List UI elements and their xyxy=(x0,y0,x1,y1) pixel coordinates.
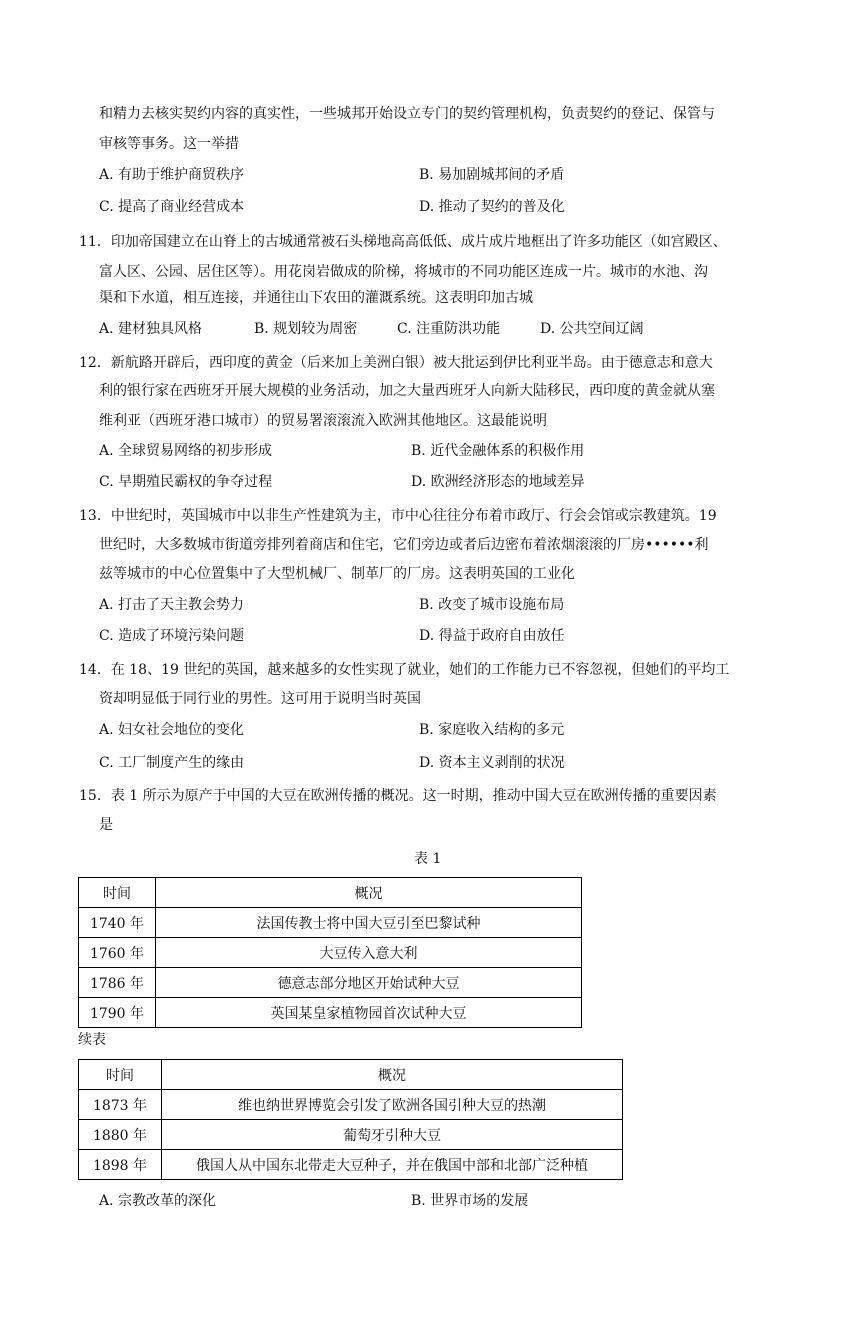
table-cell-time: 1898 年 xyxy=(79,1150,162,1180)
table-cell-summary: 葡萄牙引种大豆 xyxy=(162,1120,623,1150)
table-header-summary: 概况 xyxy=(156,878,582,908)
q11-line-2: 富人区、公园、居住区等）。用花岗岩做成的阶梯，将城市的不同功能区连成一片。城市的水池、沟 xyxy=(99,264,708,280)
q13-option-a[interactable]: A. 打击了天主教会势力 xyxy=(99,597,245,613)
table-cell-time: 1790 年 xyxy=(79,998,156,1028)
table-cell-time: 1760 年 xyxy=(79,938,156,968)
table-row xyxy=(79,1150,623,1180)
table-cell-summary: 英国某皇家植物园首次试种大豆 xyxy=(156,998,582,1028)
q14-line-2: 资却明显低于同行业的男性。这可用于说明当时英国 xyxy=(99,691,421,707)
q13-option-b[interactable]: B. 改变了城市设施布局 xyxy=(419,597,565,613)
q11-option-c[interactable]: C. 注重防洪功能 xyxy=(397,321,501,337)
q10-line-2: 审核等事务。这一举措 xyxy=(99,136,239,152)
q10-option-a[interactable]: A. 有助于维护商贸秩序 xyxy=(99,167,245,183)
q11-option-b[interactable]: B. 规划较为周密 xyxy=(254,321,358,337)
q14-option-b[interactable]: B. 家庭收入结构的多元 xyxy=(419,722,565,738)
q12-option-b[interactable]: B. 近代金融体系的积极作用 xyxy=(411,443,585,459)
table-cell-summary: 维也纳世界博览会引发了欧洲各国引种大豆的热潮 xyxy=(162,1090,623,1120)
q10-option-d[interactable]: D. 推动了契约的普及化 xyxy=(419,199,565,215)
q13-line-2: 世纪时，大多数城市街道旁排列着商店和住宅，它们旁边或者后边密布着浓烟滚滚的厂房••••••利 xyxy=(99,537,709,553)
q15-option-b[interactable]: B. 世界市场的发展 xyxy=(411,1193,529,1209)
table-1-caption: 表 1 xyxy=(414,851,442,867)
q13-line-3: 兹等城市的中心位置集中了大型机械厂、制革厂的厂房。这表明英国的工业化 xyxy=(99,566,575,582)
q14-line-1: 14．在 18、19 世纪的英国，越来越多的女性实现了就业，她们的工作能力已不容忽视，但她们的平均工 xyxy=(79,662,730,678)
table-row xyxy=(79,1120,623,1150)
q11-line-1: 11．印加帝国建立在山脊上的古城通常被石头梯地高高低低、成片成片地框出了许多功能区（如宫殿区、 xyxy=(79,234,727,250)
table-cell-summary: 大豆传入意大利 xyxy=(156,938,582,968)
q15-line-2: 是 xyxy=(99,817,113,833)
q14-option-d[interactable]: D. 资本主义剥削的状况 xyxy=(419,755,565,771)
table-continued-label: 续表 xyxy=(78,1032,106,1048)
table-cell-time: 1880 年 xyxy=(79,1120,162,1150)
q14-option-c[interactable]: C. 工厂制度产生的缘由 xyxy=(99,755,245,771)
q11-option-a[interactable]: A. 建材独具风格 xyxy=(99,321,203,337)
table-row xyxy=(79,968,582,998)
table-row xyxy=(79,938,582,968)
table-cell-summary: 俄国人从中国东北带走大豆种子，并在俄国中部和北部广泛种植 xyxy=(162,1150,623,1180)
table-cell-time: 1740 年 xyxy=(79,908,156,938)
table-header-summary: 概况 xyxy=(162,1060,623,1090)
q10-option-b[interactable]: B. 易加剧城邦间的矛盾 xyxy=(419,167,565,183)
q12-line-2: 利的银行家在西班牙开展大规模的业务活动，加之大量西班牙人向新大陆移民，西印度的黄金就从塞 xyxy=(99,383,715,399)
q12-option-c[interactable]: C. 早期殖民霸权的争夺过程 xyxy=(99,474,273,490)
table-1-continued xyxy=(78,1059,623,1180)
q12-line-3: 维利亚（西班牙港口城市）的贸易署滚滚流入欧洲其他地区。这最能说明 xyxy=(99,413,547,429)
q13-line-1: 13．中世纪时，英国城市中以非生产性建筑为主，市中心往往分布着市政厅、行会会馆或宗教建筑。19 xyxy=(79,508,717,524)
table-1 xyxy=(78,877,582,1028)
table-cell-time: 1786 年 xyxy=(79,968,156,998)
q10-option-c[interactable]: C. 提高了商业经营成本 xyxy=(99,199,245,215)
q12-line-1: 12．新航路开辟后，西印度的黄金（后来加上美洲白银）被大批运到伊比利亚半岛。由于德意志和意大 xyxy=(79,355,713,371)
q11-line-3: 渠和下水道，相互连接，并通往山下农田的灌溉系统。这表明印加古城 xyxy=(99,290,533,306)
q15-line-1: 15．表 1 所示为原产于中国的大豆在欧洲传播的概况。这一时期，推动中国大豆在欧洲传播的重要因素 xyxy=(79,788,717,804)
table-row xyxy=(79,998,582,1028)
table-header-time: 时间 xyxy=(79,1060,162,1090)
table-cell-time: 1873 年 xyxy=(79,1090,162,1120)
table-header-row xyxy=(79,878,582,908)
q12-option-d[interactable]: D. 欧洲经济形态的地域差异 xyxy=(411,474,585,490)
table-row xyxy=(79,1090,623,1120)
table-header-row xyxy=(79,1060,623,1090)
q13-option-c[interactable]: C. 造成了环境污染问题 xyxy=(99,628,245,644)
q14-option-a[interactable]: A. 妇女社会地位的变化 xyxy=(99,722,245,738)
table-cell-summary: 德意志部分地区开始试种大豆 xyxy=(156,968,582,998)
q11-option-d[interactable]: D. 公共空间辽阔 xyxy=(540,321,644,337)
table-row xyxy=(79,908,582,938)
table-header-time: 时间 xyxy=(79,878,156,908)
q10-line-1: 和精力去核实契约内容的真实性，一些城邦开始设立专门的契约管理机构，负责契约的登记、保管与 xyxy=(99,106,715,122)
q13-option-d[interactable]: D. 得益于政府自由放任 xyxy=(419,628,565,644)
q12-option-a[interactable]: A. 全球贸易网络的初步形成 xyxy=(99,443,273,459)
table-cell-summary: 法国传教士将中国大豆引至巴黎试种 xyxy=(156,908,582,938)
q15-option-a[interactable]: A. 宗教改革的深化 xyxy=(99,1193,217,1209)
